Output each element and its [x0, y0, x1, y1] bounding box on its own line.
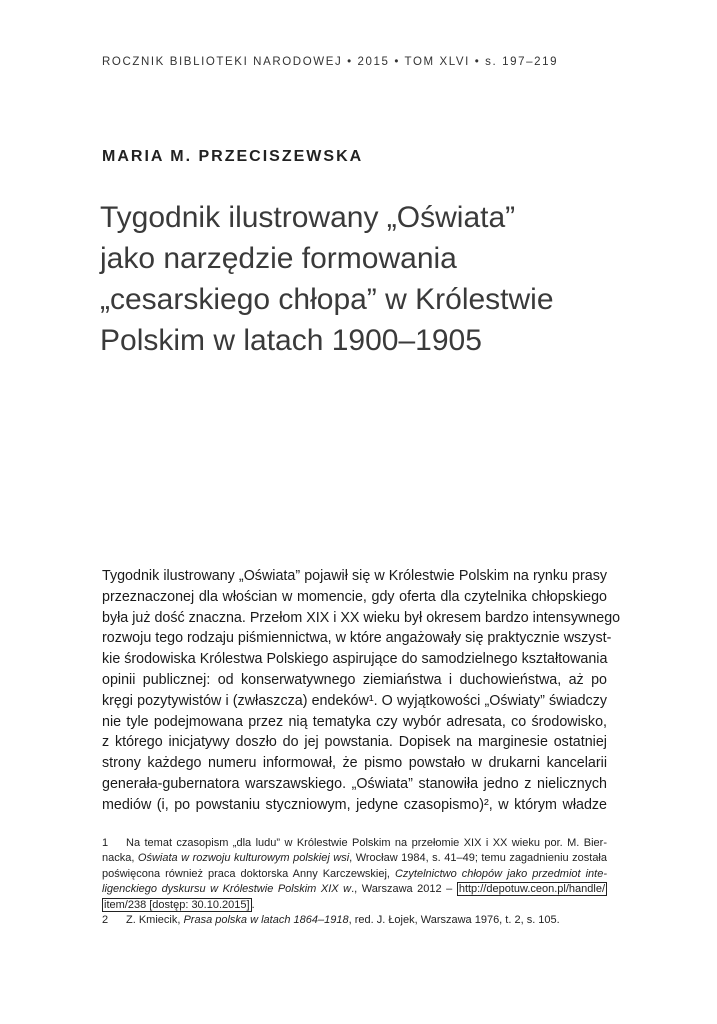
title-line: „cesarskiego chłopa” w Królestwie — [100, 283, 554, 316]
footnote-text: Z. Kmiecik, — [126, 913, 184, 926]
footnote-1-line — [102, 836, 607, 851]
title-line: jako narzędzie formowania — [100, 242, 457, 275]
body-line: strony każdego numeru informował, że pismo powstało w drukarni kancelarii — [102, 755, 607, 772]
article-title — [100, 197, 620, 361]
body-paragraph — [102, 566, 621, 816]
footnote-text: Na temat czasopism „dla ludu” w Królestwie Polskim na przełomie XIX i XX wieku por. M. Bier- — [126, 837, 607, 849]
footnote-italic-title: Oświata w rozwoju kulturowym polskiej wsi — [137, 852, 350, 865]
body-line: opinii publicznej: od konserwatywnego ziemiaństwa i duchowieństwa, aż po — [102, 671, 607, 688]
body-line: mediów (i, po powstaniu styczniowym, jedyne czasopismo)², w którym władze — [102, 796, 607, 813]
body-line: generała-gubernatora warszawskiego. „Oświata” stanowiła jedno z nielicznych — [102, 775, 607, 792]
footnote-2-line — [102, 913, 607, 928]
body-line: z którego inicjatywy doszło do jej powstania. Dopisek na marginesie ostatniej — [102, 734, 607, 751]
body-line: kręgi pozytywistów i (zwłaszcza) endeków¹. O wyjątkowości „Oświaty” świadczy — [102, 692, 607, 709]
footnote-link[interactable]: http://depotuw.ceon.pl/handle/ — [458, 883, 605, 896]
footnote-number: 2 — [102, 913, 109, 926]
footnote-text: poświęcona również praca doktorska Anny Karczewskiej, — [102, 867, 395, 880]
footnotes — [102, 836, 607, 928]
footnote-1-line — [102, 882, 607, 897]
body-line: kie środowiska Królestwa Polskiego aspirujące do samodzielnego kształtowania — [102, 651, 608, 668]
footnote-text: ., Warszawa 2012 – — [351, 883, 457, 896]
footnote-link[interactable]: item/238 [dostęp: 30.10.2015] — [104, 898, 250, 911]
footnote-1-line — [102, 898, 607, 913]
footnote-italic-title: Czytelnictwo chłopów jako przedmiot inte- — [394, 867, 608, 880]
footnote-1-line — [102, 867, 607, 882]
footnote-number: 1 — [102, 837, 109, 849]
body-line: była już dość znaczna. Przełom XIX i XX wieku był okresem bardzo intensywnego — [102, 609, 621, 626]
footnote-text: . — [251, 898, 255, 911]
running-head: ROCZNIK BIBLIOTEKI NARODOWEJ • 2015 • TOM XLVI • s. 197–219 — [102, 56, 559, 68]
footnote-text: , red. J. Łojek, Warszawa 1976, t. 2, s. 105. — [348, 913, 560, 926]
footnote-1-line — [102, 851, 607, 866]
body-line: Tygodnik ilustrowany „Oświata” pojawił się w Królestwie Polskim na rynku prasy — [102, 568, 607, 584]
body-line: przeznaczonej dla włościan w momencie, gdy oferta dla czytelnika chłopskiego — [102, 588, 607, 605]
title-line: Tygodnik ilustrowany „Oświata” — [100, 201, 516, 234]
footnote-italic-title: Prasa polska w latach 1864–1918 — [183, 913, 349, 926]
footnote-text: , Wrocław 1984, s. 41–49; temu zagadnieniu została — [349, 852, 607, 865]
footnote-text: nacka, — [102, 852, 138, 865]
body-line: rozwoju tego rodzaju piśmiennictwa, w które angażowały się praktycznie wszyst- — [102, 630, 612, 647]
author-name: MARIA M. PRZECISZEWSKA — [102, 148, 364, 165]
footnote-italic-title: ligenckiego dyskursu w Królestwie Polskim XIX w — [102, 883, 352, 896]
body-line: nie tyle podejmowana przez nią tematyka czy wybór adresata, co środowisko, — [102, 713, 607, 730]
title-line: Polskim w latach 1900–1905 — [100, 324, 482, 357]
